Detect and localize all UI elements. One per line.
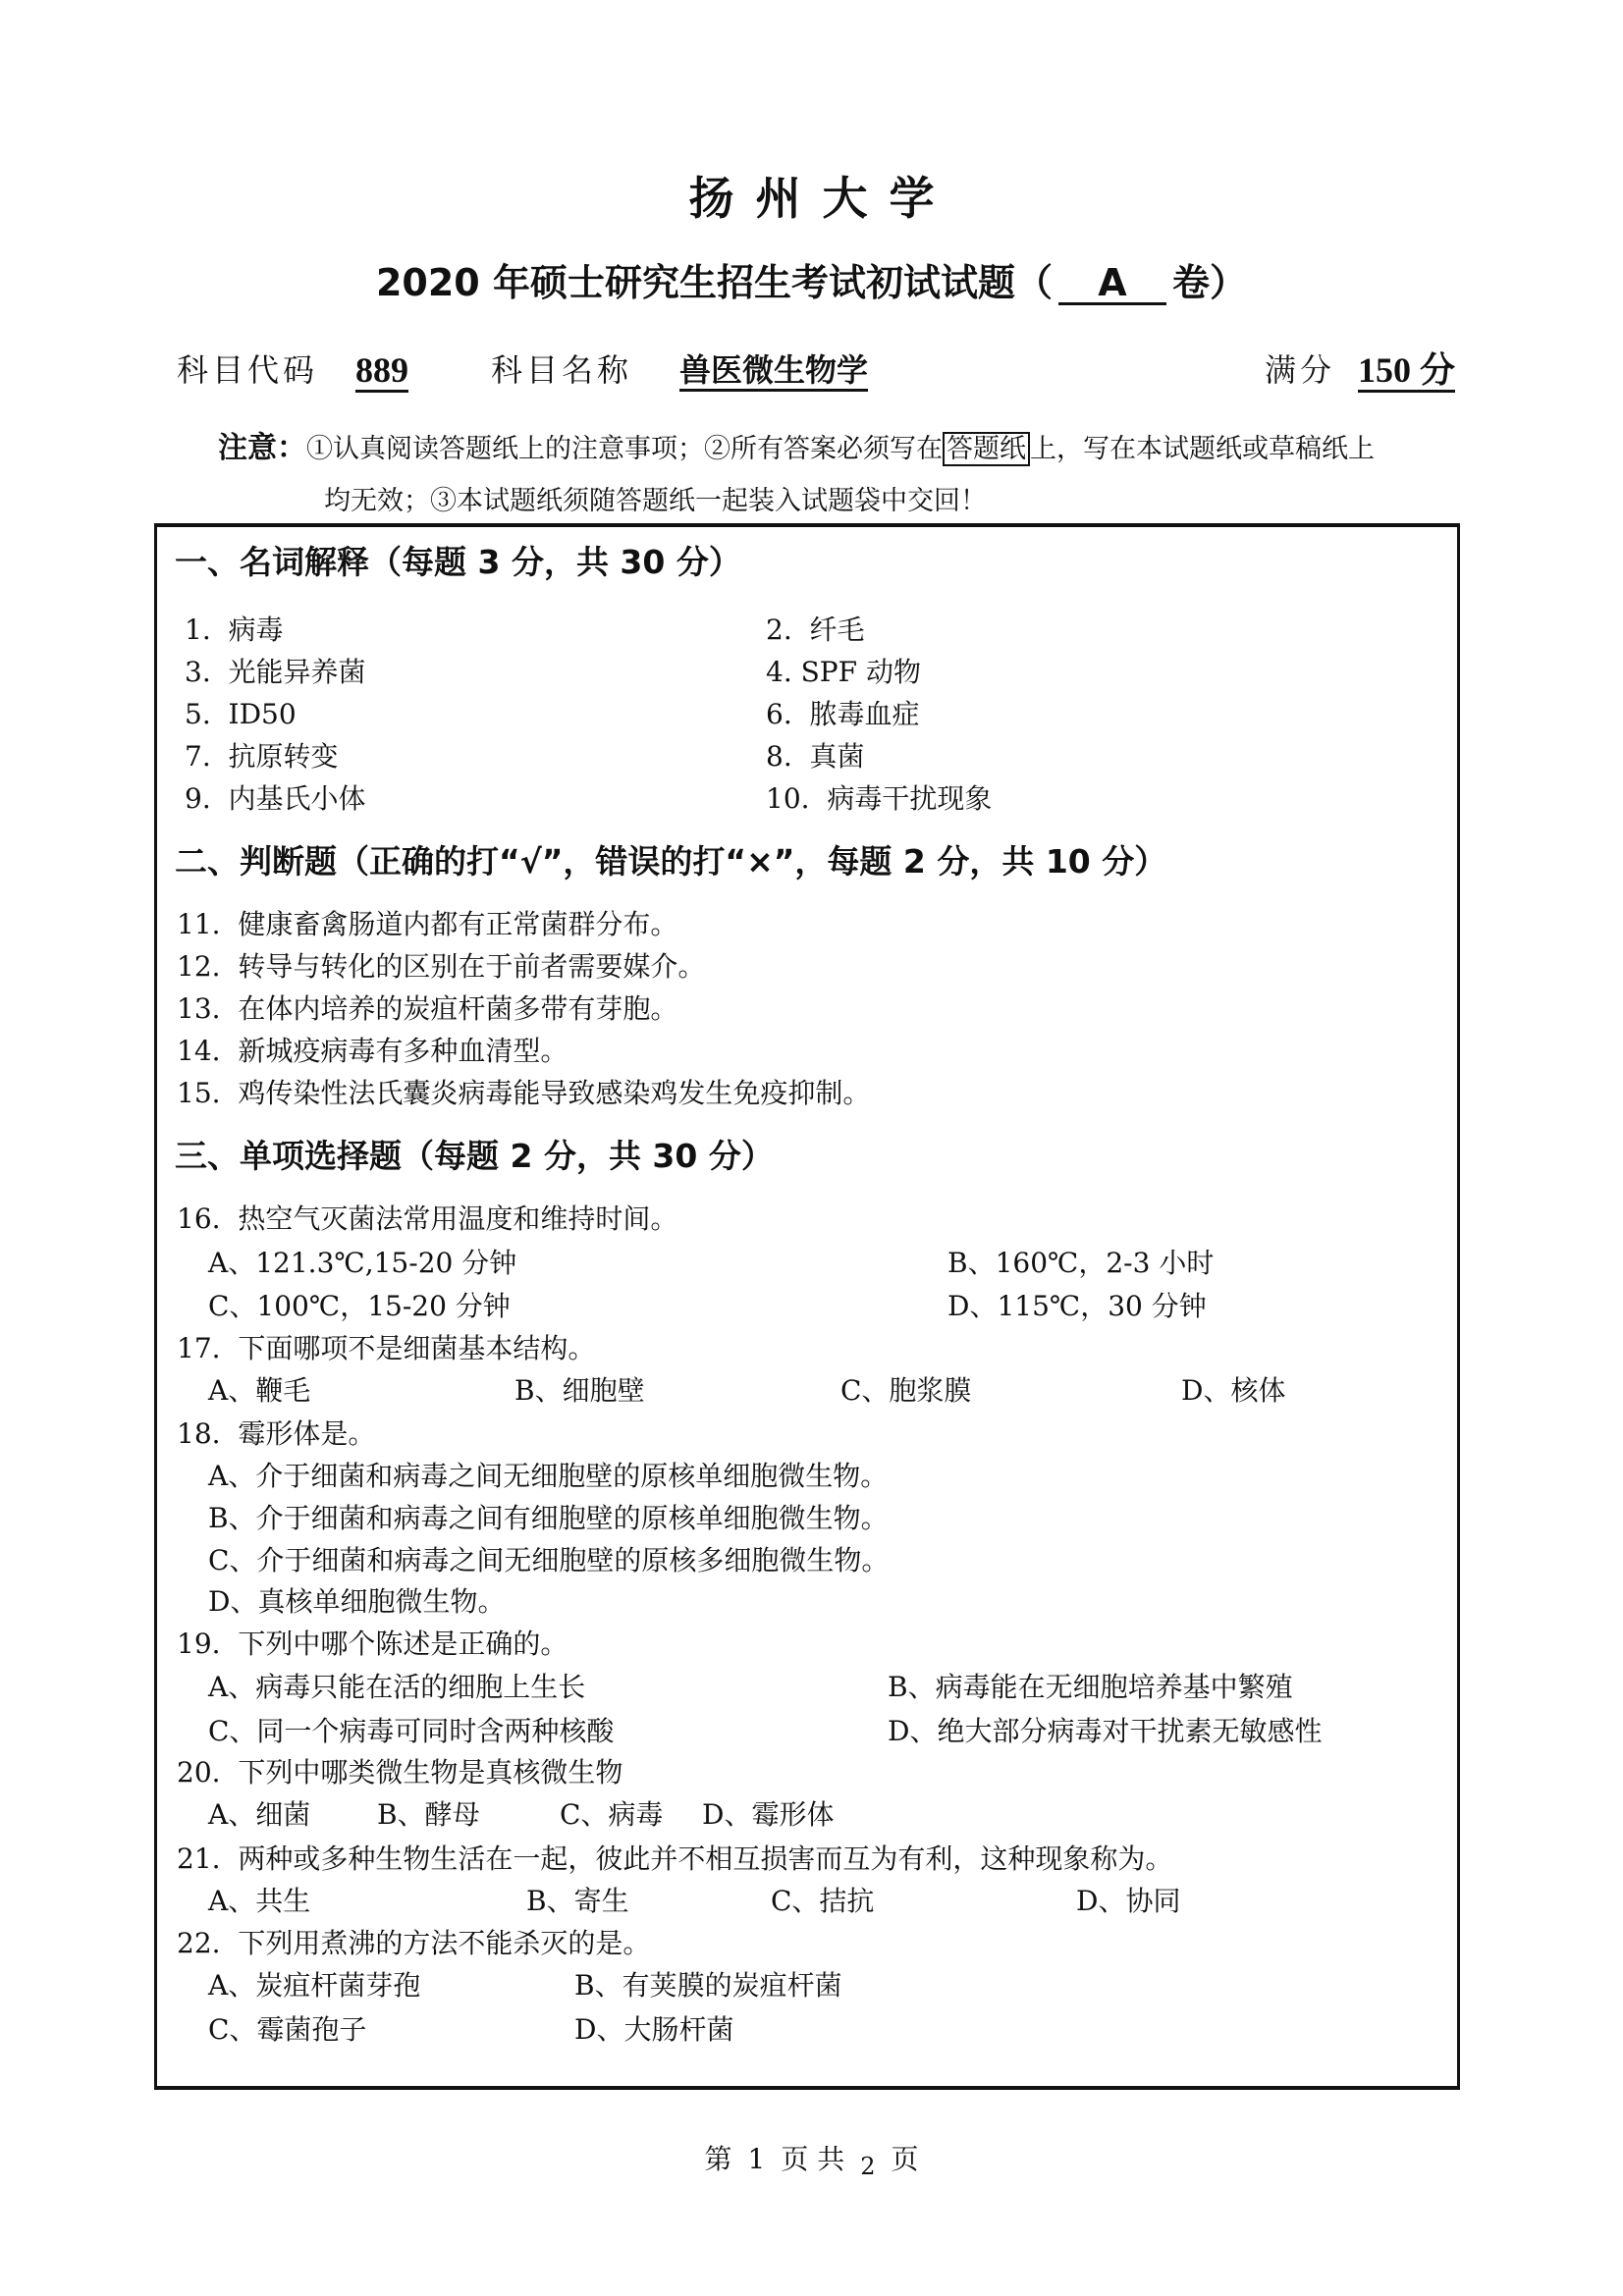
question-18: 18. 霉形体是。 [177,1417,376,1450]
option-d: D、协同 [1076,1885,1181,1917]
full-score: 150 分 [1358,348,1455,393]
option-d: D、115℃，30 分钟 [947,1290,1207,1322]
current-page: 1 [747,2143,766,2175]
page-footer [0,2140,1623,2180]
question-19: 19. 下列中哪个陈述是正确的。 [177,1628,568,1660]
option-a: A、炭疽杆菌芽孢 [208,1969,421,2002]
judgement-item: 13. 在体内培养的炭疽杆菌多带有芽胞。 [177,992,678,1025]
option-b: B、介于细菌和病毒之间有细胞壁的原核单细胞微生物。 [208,1502,889,1534]
option-a: A、病毒只能在活的细胞上生长 [208,1671,586,1703]
option-c: C、拮抗 [771,1885,875,1917]
section-heading-2: 二、判断题（正确的打“√”，错误的打“×”，每题 2 分，共 10 分） [175,842,1167,881]
option-d: D、绝大部分病毒对干扰素无敏感性 [888,1715,1323,1747]
term-item: 10. 病毒干扰现象 [766,782,993,815]
answer-sheet-boxed: 答题纸 [943,432,1030,466]
notice-text: ①认真阅读答题纸上的注意事项；②所有答案必须写在 [306,434,943,464]
option-d: D、真核单细胞微生物。 [208,1585,506,1618]
subject-name-label: 科目名称 [491,351,633,389]
option-a: A、细菌 [208,1798,311,1831]
option-d: D、霉形体 [702,1798,835,1831]
exam-title-prefix: 2020 年硕士研究生招生考试初试试题（ [375,261,1053,304]
option-b: B、160℃，2-3 小时 [947,1247,1215,1279]
paper-version: A [1058,263,1166,305]
university-title: 扬州大学 [688,172,956,225]
option-a: A、共生 [208,1885,311,1917]
exam-title [0,259,1623,306]
option-d: D、核体 [1181,1374,1286,1407]
option-c: C、介于细菌和病毒之间无细胞壁的原核多细胞微生物。 [208,1544,890,1576]
option-b: B、寄生 [526,1885,629,1917]
option-c: C、胞浆膜 [840,1374,972,1407]
subject-name: 兽医微生物学 [679,348,868,392]
term-item: 9. 内基氏小体 [185,782,366,815]
term-item: 2. 纤毛 [766,614,865,646]
option-d: D、大肠杆菌 [574,2013,734,2046]
term-item: 6. 脓毒血症 [766,698,920,730]
notice-text: 上，写在本试题纸或草稿纸上 [1030,434,1375,464]
judgement-item: 12. 转导与转化的区别在于前者需要媒介。 [177,950,706,983]
option-c: C、霉菌孢子 [208,2013,367,2046]
notice-label: 注意： [218,431,306,465]
full-score-label: 满分 [1265,351,1336,389]
section-heading-1: 一、名词解释（每题 3 分，共 30 分） [175,543,741,581]
term-item: 1. 病毒 [185,614,284,646]
option-a: A、介于细菌和病毒之间无细胞壁的原核单细胞微生物。 [208,1460,889,1492]
judgement-item: 14. 新城疫病毒有多种血清型。 [177,1035,568,1067]
term-item: 4. SPF 动物 [766,656,921,688]
term-item: 3. 光能异养菌 [185,656,366,688]
option-b: B、有荚膜的炭疽杆菌 [574,1969,842,2002]
option-c: C、同一个病毒可同时含两种核酸 [208,1715,615,1747]
page-suffix: 页 [891,2143,919,2175]
option-b: B、细胞壁 [514,1374,645,1407]
page-prefix: 第 [704,2143,732,2175]
question-22: 22. 下列用煮沸的方法不能杀灭的是。 [177,1927,651,1959]
exam-title-suffix: 卷） [1171,261,1247,304]
subject-code: 889 [355,348,408,393]
question-17: 17. 下面哪项不是细菌基本结构。 [177,1332,596,1364]
page-mid: 页 共 [781,2143,845,2175]
total-pages: 2 [860,2153,876,2180]
option-a: A、121.3℃,15-20 分钟 [208,1247,517,1279]
term-item: 7. 抗原转变 [185,740,339,773]
notice-line-1 [218,429,1375,469]
term-item: 5. ID50 [185,698,297,730]
option-b: B、病毒能在无细胞培养基中繁殖 [888,1671,1293,1703]
notice-line-2: 均无效；③本试题纸须随答题纸一起装入试题袋中交回！ [324,486,987,516]
option-a: A、鞭毛 [208,1374,311,1407]
question-16: 16. 热空气灭菌法常用温度和维持时间。 [177,1202,678,1235]
question-20: 20. 下列中哪类微生物是真核微生物 [177,1756,623,1789]
section-heading-3: 三、单项选择题（每题 2 分，共 30 分） [175,1137,774,1175]
option-b: B、酵母 [377,1798,480,1831]
judgement-item: 15. 鸡传染性法氏囊炎病毒能导致感染鸡发生免疫抑制。 [177,1077,871,1109]
judgement-item: 11. 健康畜禽肠道内都有正常菌群分布。 [177,908,678,940]
option-c: C、病毒 [560,1798,664,1831]
question-21: 21. 两种或多种生物生活在一起，彼此并不相互损害而互为有利，这种现象称为。 [177,1842,1173,1875]
option-c: C、100℃，15-20 分钟 [208,1290,511,1322]
subject-code-label: 科目代码 [177,351,319,389]
term-item: 8. 真菌 [766,740,865,773]
